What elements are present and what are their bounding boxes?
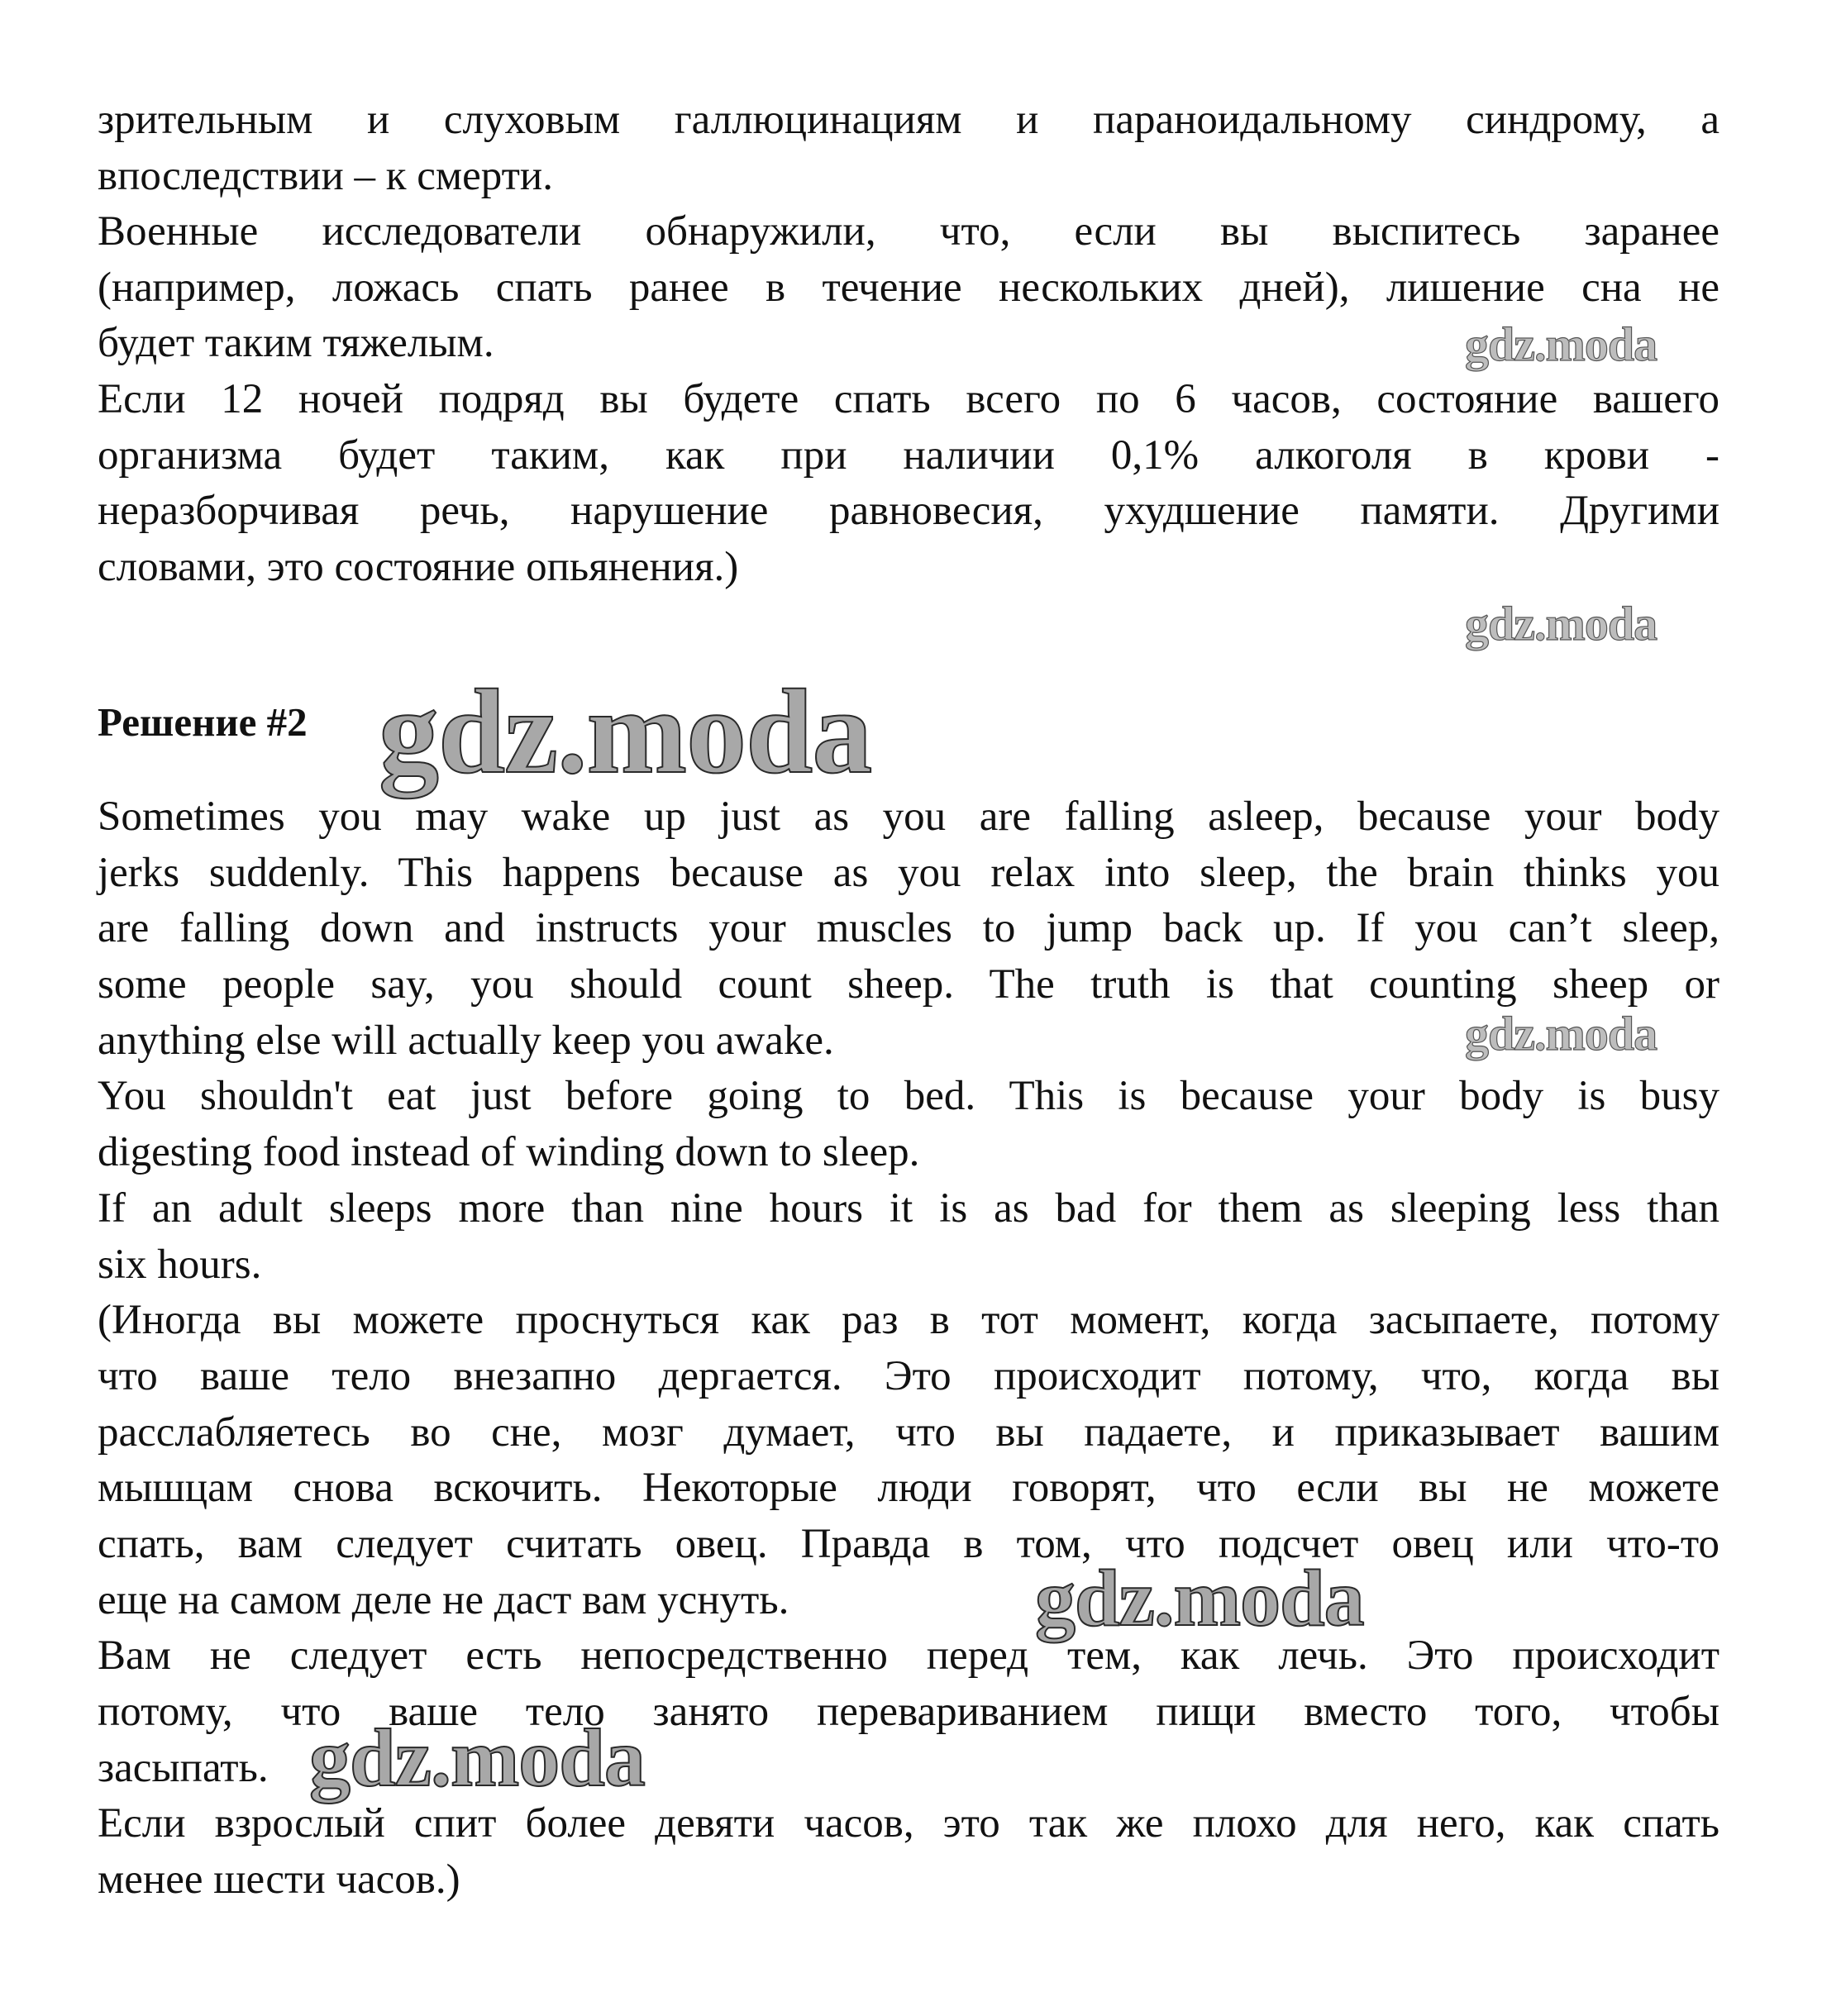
text-line: организма будет таким, как при наличии 0,1% алкоголя в крови -	[98, 431, 1719, 479]
text-line: You shouldn't eat just before going to bed. This is because your body is busy	[98, 1073, 1719, 1120]
text-line: Военные исследователи обнаружили, что, если вы выспитесь заранее	[98, 208, 1719, 255]
watermark-logo: gdz.moda	[1465, 1007, 1657, 1060]
text-line: менее шести часов.)	[98, 1856, 460, 1904]
text-line: что ваше тело внезапно дергается. Это происходит потому, что, когда вы	[98, 1352, 1719, 1399]
text-line: потому, что ваше тело занято перевариванием пищи вместо того, чтобы	[98, 1689, 1719, 1735]
watermark-logo: gdz.moda	[379, 665, 872, 798]
text-line: If an adult sleeps more than nine hours it is as bad for them as sleeping less than	[98, 1184, 1719, 1232]
watermark-logo: gdz.moda	[1035, 1554, 1364, 1643]
text-line: спать, вам следует считать овец. Правда в том, что подсчет овец или что-то	[98, 1520, 1719, 1567]
watermark-logo: gdz.moda	[1465, 597, 1657, 651]
watermark-logo: gdz.moda	[309, 1712, 645, 1804]
text-line: (Иногда вы можете проснуться как раз в тот момент, когда засыпаете, потому	[98, 1297, 1719, 1344]
text-line: (например, ложась спать ранее в течение нескольких дней), лишение сна не	[98, 264, 1719, 311]
text-line: неразборчивая речь, нарушение равновесия, ухудшение памяти. Другими	[98, 488, 1719, 535]
text-line: зрительным и слуховым галлюцинациям и параноидальному синдрому, а	[98, 97, 1719, 143]
text-line: are falling down and instructs your muscles to jump back up. If you can’t sleep,	[98, 905, 1719, 952]
text-line: six hours.	[98, 1241, 262, 1288]
text-line: jerks suddenly. This happens because as you relax into sleep, the brain thinks you	[98, 849, 1719, 896]
text-line: digesting food instead of winding down to sleep.	[98, 1129, 920, 1176]
text-line: расслабляетесь во сне, мозг думает, что вы падаете, и приказывает вашим	[98, 1408, 1719, 1456]
watermark-logo: gdz.moda	[1465, 317, 1657, 371]
text-line: anything else will actually keep you awake.	[98, 1017, 834, 1064]
text-line: Вам не следует есть непосредственно перед тем, как лечь. Это происходит	[98, 1632, 1719, 1680]
text-line: будет таким тяжелым.	[98, 320, 494, 367]
text-line: впоследствии – к смерти.	[98, 152, 553, 199]
text-line: some people say, you should count sheep. The truth is that counting sheep or	[98, 961, 1719, 1008]
text-line: засыпать.	[98, 1744, 269, 1791]
text-line: Если взрослый спит более девяти часов, это так же плохо для него, как спать	[98, 1800, 1719, 1847]
text-line: Если 12 ночей подряд вы будете спать всего по 6 часов, состояние вашего	[98, 375, 1719, 422]
solution-heading: Решение #2	[98, 699, 308, 745]
text-line: словами, это состояние опьянения.)	[98, 543, 739, 590]
text-line: мышцам снова вскочить. Некоторые люди говорят, что если вы не можете	[98, 1465, 1719, 1512]
text-line: Sometimes you may wake up just as you are falling asleep, because your body	[98, 794, 1719, 840]
text-line: еще на самом деле не даст вам уснуть.	[98, 1576, 789, 1623]
